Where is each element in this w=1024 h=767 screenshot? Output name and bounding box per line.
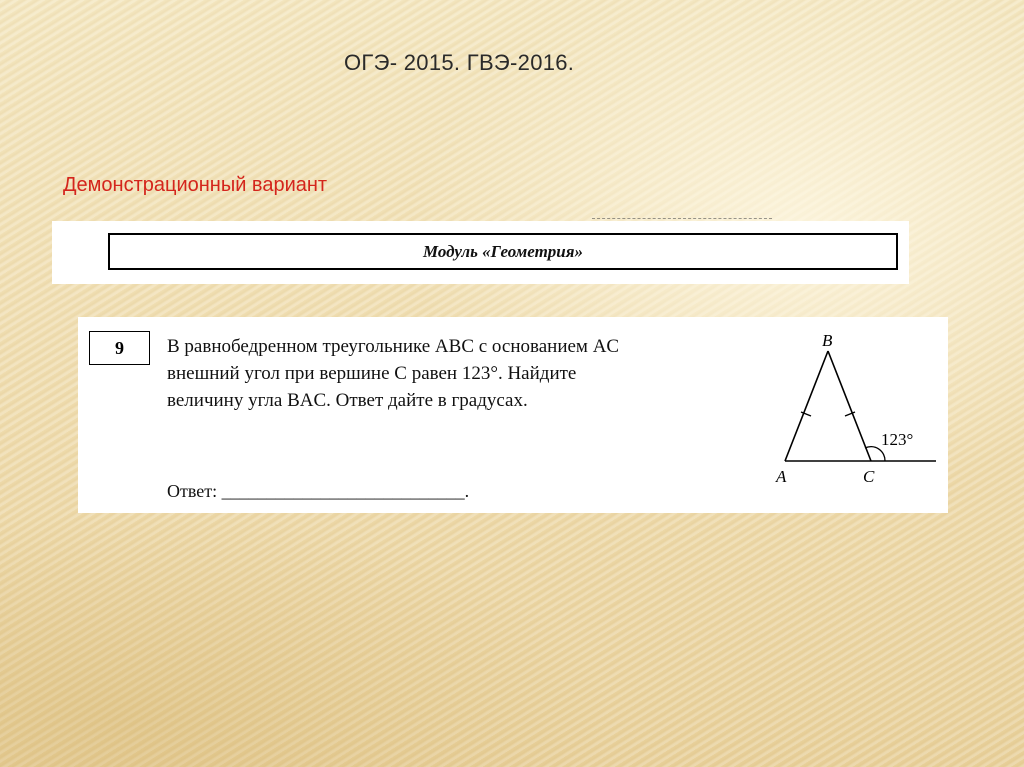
- side-bc: [828, 351, 871, 461]
- angle-label: 123°: [881, 430, 914, 449]
- problem-line-3: величину угла BAC. Ответ дайте в градусах.: [167, 390, 528, 411]
- vertex-label-c: C: [863, 467, 875, 486]
- problem-statement: [167, 333, 749, 414]
- vertex-label-b: B: [822, 331, 833, 350]
- problem-line-1: В равнобедренном треугольнике ABC с основанием AC: [167, 336, 620, 357]
- slide-title: ОГЭ- 2015. ГВЭ-2016.: [344, 50, 575, 75]
- module-header-text: Модуль «Геометрия»: [422, 241, 584, 261]
- vertex-label-a: A: [776, 467, 787, 486]
- module-header-box: [108, 233, 898, 270]
- problem-panel: [78, 317, 948, 513]
- triangle-figure: [766, 317, 948, 513]
- problem-number: 9: [89, 331, 150, 365]
- scan-edge-marks: [592, 218, 772, 225]
- side-ab: [785, 351, 828, 461]
- answer-line: Ответ: ___________________________.: [167, 481, 470, 501]
- problem-line-2: внешний угол при вершине C равен 123°. Найдите: [167, 363, 577, 384]
- slide-subtitle: Демонстрационный вариант: [63, 174, 328, 196]
- module-header-panel: [52, 221, 909, 284]
